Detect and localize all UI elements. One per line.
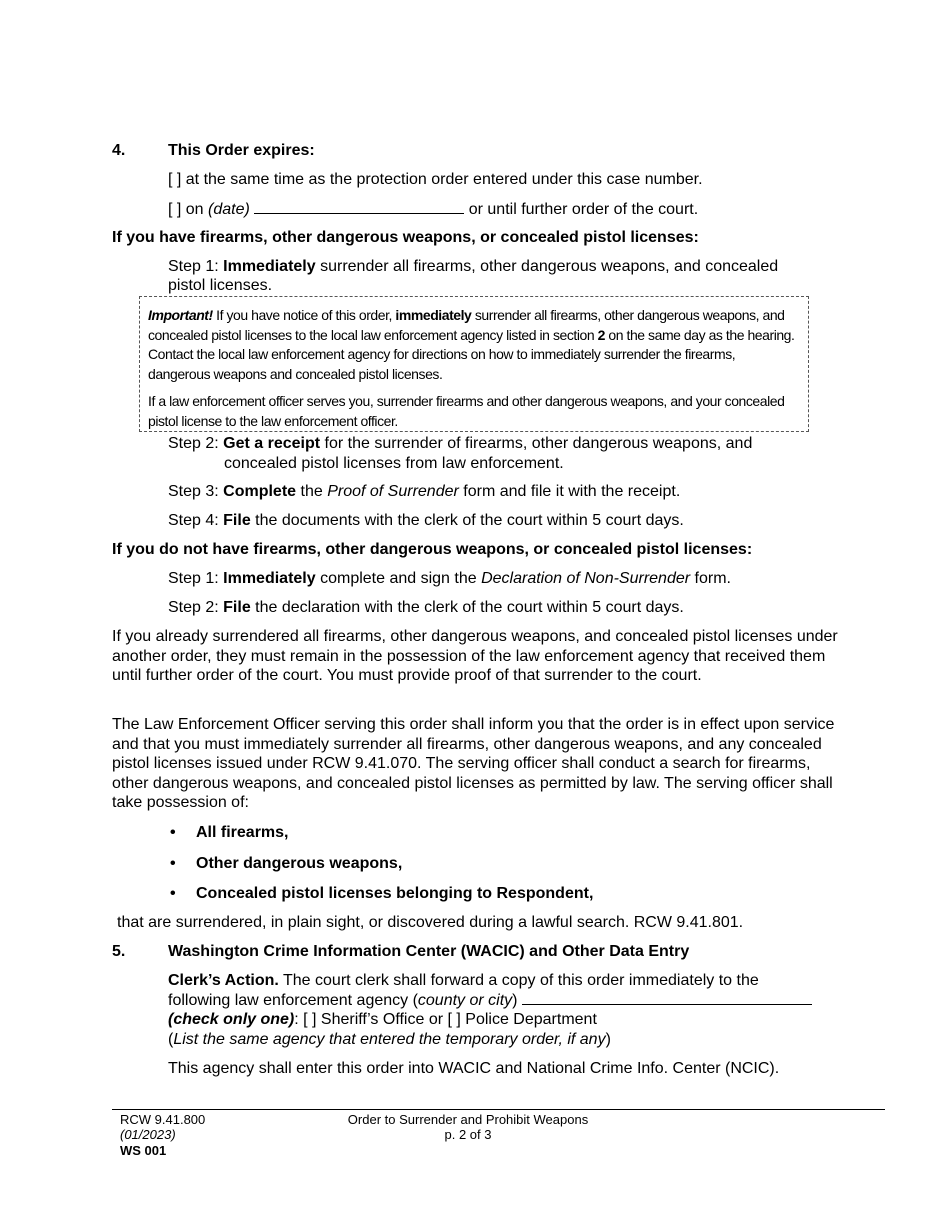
step-label: Step 3: — [168, 483, 224, 500]
county-or-city-label: county or city — [417, 992, 513, 1009]
agency-blank-line[interactable] — [522, 990, 812, 1005]
section-5-title: Washington Crime Information Center (WACIC) and Other Data Entry — [168, 943, 690, 960]
footer-rule — [112, 1109, 885, 1110]
step-label: Step 2: — [168, 435, 224, 452]
notice-text: on the same day as the hearing. Contact the local law enforcement agency for directions on how to immediately surrender the firearms, dangerous weapons and concealed pistol licenses. — [148, 326, 795, 382]
step-label: Step 2: — [168, 599, 224, 616]
have-step-2 — [168, 434, 752, 454]
important-label: Important! — [148, 307, 213, 323]
option-text: or until further order of the court. — [464, 201, 699, 218]
footer-title: Order to Surrender and Prohibit Weapons — [347, 1112, 589, 1127]
step-text: the — [296, 483, 328, 500]
section-4-title: This Order expires: — [168, 142, 315, 159]
section-5-number: 5. — [112, 943, 126, 960]
step-text: form. — [690, 570, 731, 587]
option-checkbox-text: [ ] on — [168, 201, 209, 218]
step-text: surrender all firearms, other dangerous weapons, and concealed — [315, 258, 779, 275]
expires-option-same-time — [168, 170, 703, 190]
step-label: Step 1: — [168, 258, 224, 275]
step-label: Step 1: — [168, 570, 224, 587]
notice-keyword: immediately — [395, 307, 472, 323]
step-keyword: Complete — [223, 483, 297, 500]
footer-date: (01/2023) — [120, 1127, 176, 1142]
no-firearms-heading: If you do not have firearms, other dangerous weapons, or concealed pistol licenses: — [112, 541, 753, 558]
notice-text: surrender all firearms, other dangerous weapons, and concealed pistol licenses to the local law enforcement agency listed in section — [148, 307, 785, 343]
list-same-agency-text: List the same agency that entered the temporary order, if any — [173, 1031, 606, 1048]
paren: ) — [605, 1031, 611, 1048]
bullet-dot: • — [170, 824, 176, 841]
step-text: complete and sign the — [315, 570, 482, 587]
have-step-4 — [168, 511, 684, 531]
footer-page-number: p. 2 of 3 — [444, 1127, 492, 1142]
agency-text: following law enforcement agency ( — [168, 992, 418, 1009]
bullet-dot: • — [170, 885, 176, 902]
section-reference: 2 — [597, 326, 605, 343]
notice-text: If you have notice of this order, — [212, 307, 396, 323]
bullet-item: Concealed pistol licenses belonging to Respondent, — [196, 885, 594, 902]
agency-line — [168, 990, 812, 1011]
agency-options: : [ ] Sheriff’s Office or [ ] Police Department — [294, 1011, 597, 1028]
no-firearms-step-2 — [168, 598, 684, 618]
list-same-agency-line — [168, 1030, 611, 1050]
bullet-item: All firearms, — [196, 824, 289, 841]
agency-text: ) — [512, 992, 518, 1009]
expires-option-date — [168, 199, 698, 220]
officer-paragraph: The Law Enforcement Officer serving this order shall inform you that the order is in effect upon service and that you must immediately surrender all firearms, other dangerous weapons, and any concealed pistol licenses issued under RCW 9.41.070. The serving officer shall conduct a search for firearms, other dangerous weapons, and concealed pistol licenses as permitted by law. The serving officer shall take possession of: — [112, 716, 835, 811]
step-text: for the surrender of firearms, other dangerous weapons, and — [320, 435, 753, 452]
have-step-3 — [168, 482, 680, 502]
important-paragraph-1 — [148, 306, 800, 384]
have-step-1 — [168, 257, 778, 277]
form-name: Proof of Surrender — [327, 483, 459, 500]
step-text: form and file it with the receipt. — [458, 483, 681, 500]
check-only-one-line — [168, 1010, 597, 1030]
option-text: [ ] at the same time as the protection order entered under this case number. — [168, 171, 703, 188]
bullet-dot: • — [170, 855, 176, 872]
footer-form-number: WS 001 — [120, 1143, 167, 1158]
footer-rcw: RCW 9.41.800 — [120, 1112, 206, 1127]
clerk-action-label: Clerk’s Action. — [168, 972, 279, 989]
have-firearms-heading: If you have firearms, other dangerous weapons, or concealed pistol licenses: — [112, 229, 699, 246]
important-notice-box — [139, 296, 809, 432]
clerk-action-text: The court clerk shall forward a copy of this order immediately to the — [278, 972, 759, 989]
date-blank-line[interactable] — [254, 199, 464, 214]
step-keyword: File — [223, 599, 251, 616]
step-label: Step 4: — [168, 512, 224, 529]
already-surrendered-paragraph: If you already surrendered all firearms, other dangerous weapons, and concealed pistol licenses under another order, they must remain in the possession of the law enforcement agency that received them until further order of the court. You must provide proof of that surrender to the court. — [112, 628, 838, 684]
step-text: the declaration with the clerk of the court within 5 court days. — [250, 599, 684, 616]
form-name: Declaration of Non-Surrender — [481, 570, 691, 587]
step-keyword: File — [223, 512, 251, 529]
clerk-action-line — [168, 971, 759, 991]
step-keyword: Immediately — [223, 258, 316, 275]
paren: ( — [168, 1031, 174, 1048]
have-step-1-continued: pistol licenses. — [168, 277, 273, 294]
section-4-number: 4. — [112, 142, 126, 159]
step-text: the documents with the clerk of the court within 5 court days. — [250, 512, 684, 529]
step-keyword: Immediately — [223, 570, 316, 587]
no-firearms-step-1 — [168, 569, 731, 589]
step-keyword: Get a receipt — [223, 435, 321, 452]
have-step-2-continued: concealed pistol licenses from law enforcement. — [224, 455, 564, 472]
important-paragraph-2: If a law enforcement officer serves you, surrender firearms and other dangerous weapons, and your concealed pistol license to the law enforcement officer. — [148, 393, 785, 429]
bullet-item: Other dangerous weapons, — [196, 855, 403, 872]
date-label: (date) — [208, 201, 250, 218]
agency-enter-line: This agency shall enter this order into WACIC and National Crime Info. Center (NCIC). — [168, 1060, 780, 1077]
check-only-one-label: (check only one) — [168, 1011, 295, 1028]
after-bullets-text: that are surrendered, in plain sight, or discovered during a lawful search. RCW 9.41.801. — [117, 914, 744, 931]
